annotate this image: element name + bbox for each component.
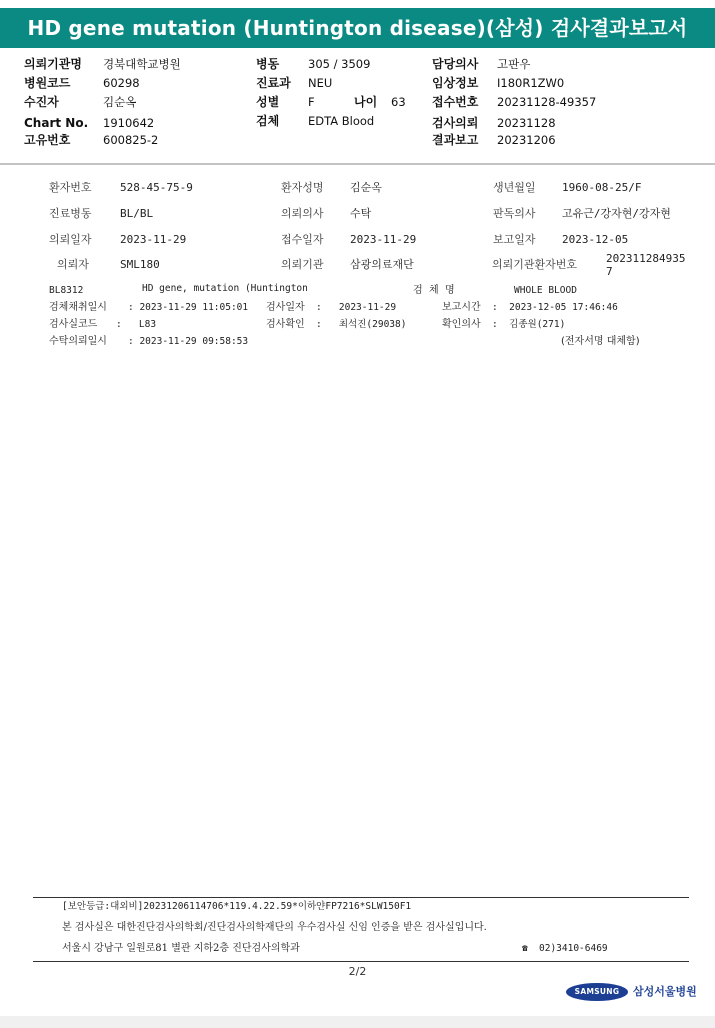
footer-bottom-rule — [33, 961, 689, 962]
header-label-sex: 성별 — [256, 95, 280, 109]
report-time-label: 보고시간 — [442, 302, 481, 313]
patient-number-label: 환자번호 — [49, 181, 92, 194]
header-value-clinical-info: I180R1ZW0 — [497, 76, 565, 90]
header-value-chart-no: 1910642 — [103, 116, 155, 130]
header-value-department: NEU — [308, 76, 333, 90]
patient-name-label: 환자성명 — [281, 181, 324, 194]
reading-doctor-value: 고유근/강자현/강자현 — [562, 207, 671, 220]
header-label-request-date: 검사의뢰 — [432, 116, 479, 130]
header-divider — [0, 163, 715, 165]
test-name: HD gene, mutation (Huntington — [142, 283, 308, 294]
header-value-institution: 경북대학교병원 — [103, 57, 181, 71]
ward-value: BL/BL — [120, 207, 154, 220]
header-label-chart-no: Chart No. — [24, 116, 89, 130]
requester-label: 의뢰자 — [57, 258, 89, 271]
consignment-datetime-label: 수탁의뢰일시 — [49, 336, 107, 347]
requesting-institution-label: 의뢰기관 — [281, 258, 324, 271]
institution-patient-no-value: 202311284935 — [606, 252, 686, 265]
certification-line: 본 검사실은 대한진단검사의학회/진단검사의학재단의 우수검사실 신임 인증을 받은 검사실입니다. — [62, 922, 487, 933]
logo-brand-text: SAMSUNG — [574, 987, 620, 996]
specimen-name-label: 검 체 명 — [413, 285, 455, 296]
collection-datetime-value: : 2023-11-29 11:05:01 — [128, 302, 249, 313]
collection-datetime-label: 검체채취일시 — [49, 302, 107, 313]
hospital-logo — [566, 980, 706, 1004]
referring-doctor-label: 의뢰의사 — [281, 207, 324, 220]
header-value-specimen: EDTA Blood — [308, 114, 375, 128]
requesting-institution-value: 삼광의료재단 — [350, 258, 414, 271]
header-value-unique-no: 600825-2 — [103, 133, 159, 147]
report-title: HD gene mutation (Huntington disease)(삼성) 검사결과보고서 — [27, 16, 688, 40]
header-label-hospital-code: 병원코드 — [24, 76, 71, 90]
header-value-patient: 김순옥 — [103, 95, 137, 109]
requester-value: SML180 — [120, 258, 160, 271]
lab-code-value: : L83 — [116, 319, 157, 330]
header-value-age: 63 — [391, 95, 406, 109]
patient-number-value: 528-45-75-9 — [120, 181, 193, 194]
header-value-receipt-no: 20231128-49357 — [497, 95, 597, 109]
receipt-date-value: 2023-11-29 — [350, 233, 417, 246]
header-value-result-date: 20231206 — [497, 133, 556, 147]
samsung-logo-icon — [566, 983, 628, 1001]
test-verifier-label: 검사확인 — [266, 319, 305, 330]
logo-hospital-name: 삼성서울병원 — [633, 985, 697, 998]
test-date-label: 검사일자 — [266, 302, 305, 313]
confirming-doctor-label: 확인의사 — [442, 319, 481, 330]
header-label-result-date: 결과보고 — [432, 133, 479, 147]
report-date-value: 2023-12-05 — [562, 233, 629, 246]
consignment-datetime-value: : 2023-11-29 09:58:53 — [128, 336, 249, 347]
address-line: 서울시 강남구 일원로81 별관 지하2층 진단검사의학과 — [62, 943, 300, 954]
header-label-ward: 병동 — [256, 57, 280, 71]
birth-date-label: 생년월일 — [493, 181, 536, 194]
request-date-label: 의뢰일자 — [49, 233, 92, 246]
viewer-bottom-band — [0, 1016, 715, 1028]
lab-code-label: 검사실코드 — [49, 319, 98, 330]
header-value-sex: F — [308, 95, 315, 109]
header-label-patient: 수진자 — [24, 95, 59, 109]
confirming-doctor-value: : 김종원(271) — [492, 319, 566, 330]
header-label-specimen: 검체 — [256, 114, 280, 128]
header-label-receipt-no: 접수번호 — [432, 95, 479, 109]
header-value-hospital-code: 60298 — [103, 76, 140, 90]
security-line: [보안등급:대외비]20231206114706*119.4.22.59*이하얀FP7216*SLW150F1 — [62, 901, 412, 912]
header-label-doctor: 담당의사 — [432, 57, 479, 71]
test-date-value: : 2023-11-29 — [316, 302, 397, 313]
reading-doctor-label: 판독의사 — [493, 207, 536, 220]
receipt-date-label: 접수일자 — [281, 233, 324, 246]
request-date-value: 2023-11-29 — [120, 233, 187, 246]
header-label-unique-no: 고유번호 — [24, 133, 71, 147]
header-label-department: 진료과 — [256, 76, 291, 90]
test-code: BL8312 — [49, 285, 84, 296]
header-label-institution: 의뢰기관명 — [24, 57, 82, 71]
telephone-icon: ☎ — [522, 943, 528, 954]
referring-doctor-value: 수탁 — [350, 207, 372, 220]
patient-name-value: 김순옥 — [350, 181, 382, 194]
report-time-value: : 2023-12-05 17:46:46 — [492, 302, 618, 313]
phone-number: 02)3410-6469 — [539, 943, 608, 954]
electronic-signature-note: (전자서명 대체함) — [561, 336, 640, 347]
report-title-bar — [0, 8, 715, 48]
institution-patient-no-label: 의뢰기관환자번호 — [492, 258, 578, 271]
header-label-clinical-info: 임상정보 — [432, 76, 479, 90]
header-label-age: 나이 — [354, 95, 378, 109]
report-date-label: 보고일자 — [493, 233, 536, 246]
test-verifier-value: : 최석진(29038) — [316, 319, 407, 330]
header-value-request-date: 20231128 — [497, 116, 556, 130]
specimen-name-value: WHOLE BLOOD — [514, 285, 577, 296]
footer-top-rule — [33, 897, 689, 898]
header-value-doctor: 고판우 — [497, 57, 531, 71]
institution-patient-no-value-line2: 7 — [606, 265, 613, 278]
ward-label: 진료병동 — [49, 207, 92, 220]
page-number: 2/2 — [348, 965, 367, 978]
header-value-ward: 305 / 3509 — [308, 57, 371, 71]
birth-date-value: 1960-08-25/F — [562, 181, 642, 194]
